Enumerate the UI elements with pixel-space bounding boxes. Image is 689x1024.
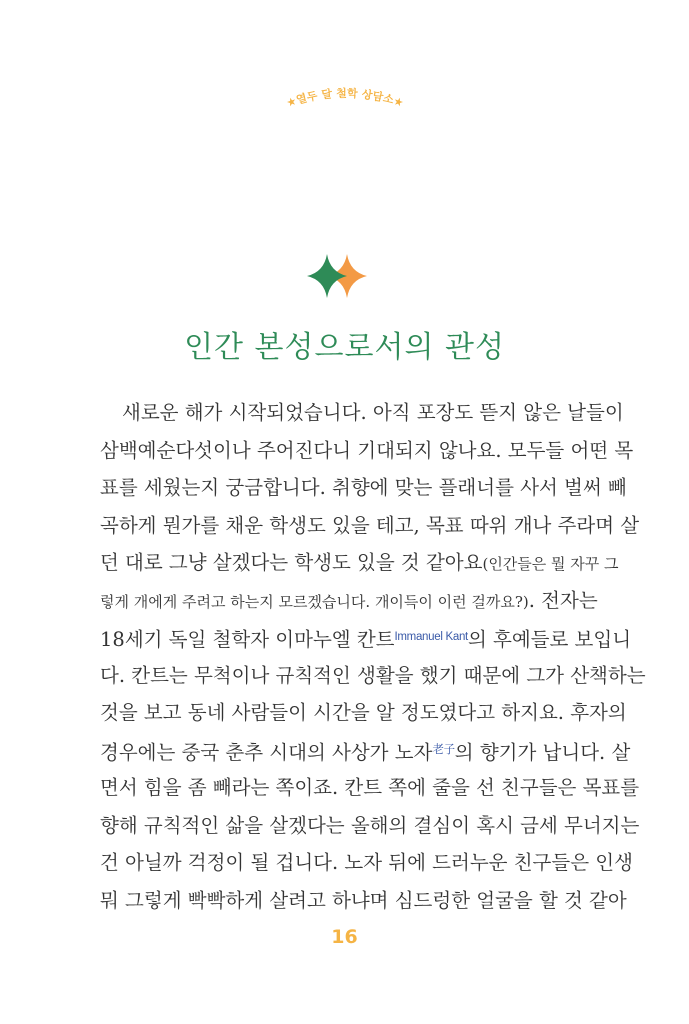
- text-line: [100, 432, 634, 470]
- green-star-icon: [307, 254, 347, 298]
- text-line: [100, 769, 640, 807]
- text-line: [100, 582, 598, 620]
- twin-star-ornament-icon: [305, 252, 371, 300]
- text-line: [100, 619, 632, 657]
- text-line: [100, 844, 633, 882]
- aside-text: 렇게 개에게 주려고 하는지 모르겠습니다. 개이득이 이런 걸까요?): [100, 592, 529, 611]
- aside-text: (인간들은 뭘 자꾸 그: [482, 555, 619, 573]
- text-run: 뭐 그렇게 빡빡하게 살려고 하냐며 심드렁한 얼굴을 할 것 같아: [100, 888, 627, 912]
- text-line: [100, 544, 619, 582]
- text-run: 것을 보고 동네 사람들이 시간을 알 정도였다고 하지요. 후자의: [100, 701, 627, 724]
- text-line: [100, 732, 631, 770]
- running-head-arc: [265, 80, 425, 120]
- text-run: 던 대로 그냥 살겠다는 학생도 있을 것 같아요: [100, 551, 483, 574]
- text-line: [100, 657, 646, 695]
- text-run: 새로운 해가 시작되었습니다. 아직 포장도 뜯지 않은 날들이: [122, 401, 624, 424]
- text-run: 의 향기가 납니다. 살: [454, 740, 631, 764]
- text-run: 표를 세웠는지 궁금합니다. 취향에 맞는 플래너를 사서 벌써 빼: [100, 476, 627, 499]
- text-run: 삼백예순다섯이나 주어진다니 기대되지 않나요. 모두들 어떤 목: [100, 438, 634, 462]
- page-number: 16: [331, 926, 358, 948]
- text-run: 건 아닐까 걱정이 될 겁니다. 노자 뒤에 드러누운 친구들은 인생: [100, 851, 633, 874]
- gloss-annotation: Immanuel Kant: [394, 631, 468, 643]
- text-line: [100, 394, 624, 432]
- running-head: [0, 80, 689, 120]
- chapter-title: 인간 본성으로서의 관성: [184, 330, 505, 365]
- text-line: [100, 469, 627, 507]
- text-run: 의 후예들로 보입니: [467, 628, 632, 651]
- text-run: 면서 힘을 좀 빼라는 쪽이죠. 칸트 쪽에 줄을 선 친구들은 목표를: [100, 776, 640, 799]
- text-line: [100, 807, 640, 845]
- svg-text:★열두 달 철학 상담소★: [284, 86, 404, 110]
- body-paragraph: [100, 394, 646, 919]
- text-run: 경우에는 중국 춘추 시대의 사상가 노자: [100, 740, 433, 764]
- text-run: 다. 칸트는 무척이나 규칙적인 생활을 했기 때문에 그가 산책하는: [100, 663, 646, 687]
- running-head-text: ★열두 달 철학 상담소★: [284, 86, 405, 110]
- text-run: . 전자는: [528, 588, 598, 612]
- text-run: 향해 규칙적인 삶을 살겠다는 올해의 결심이 혹시 금세 무너지는: [100, 813, 640, 837]
- text-line: [100, 507, 640, 545]
- text-run: 18세기 독일 철학자 이마누엘 칸트: [100, 628, 395, 651]
- text-run: 곡하게 뭔가를 채운 학생도 있을 테고, 목표 따위 개나 주라며 살: [100, 513, 640, 537]
- text-line: [100, 882, 627, 920]
- text-line: [100, 694, 627, 732]
- gloss-annotation: 老子: [432, 743, 455, 756]
